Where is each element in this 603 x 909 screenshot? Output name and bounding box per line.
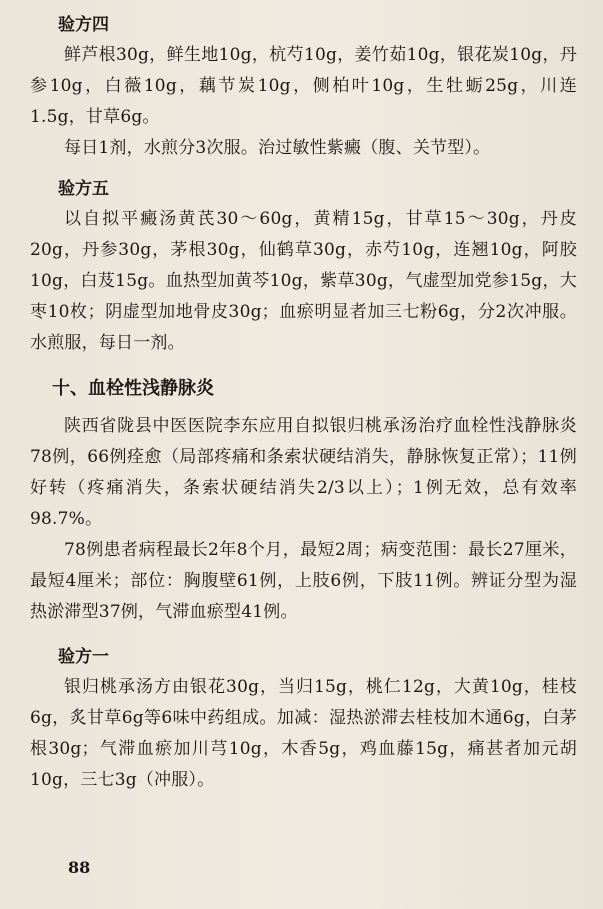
paragraph-yanfang-5: 以自拟平癜汤黄芪30～60g，黄精15g，甘草15～30g，丹皮20g，丹参30g，茅根30g，仙鹤草30g，赤芍10g，连翘10g，阿胶10g，白芨15g。血热型加黄芩10g，紫草30g，气虚型加党参15g，大枣10枚；阴虚型加地骨皮30g；血瘀明显者加三七粉6g，分2次冲服。水煎服，每日一剂。 <box>30 209 577 353</box>
paragraph-study-summary: 陕西省陇县中医医院李东应用自拟银归桃承汤治疗血栓性浅静脉炎78例，66例痊愈（局部疼痛和条索状硬结消失，静脉恢复正常）；11例好转（疼痛消失，条索状硬结消失2/3以上）；1例无效，总有效率98.7%。 <box>30 416 577 529</box>
heading-yanfang-5: 验方五 <box>58 179 109 199</box>
heading-yanfang-4: 验方四 <box>58 15 109 35</box>
paragraph-yanfang-1: 银归桃承汤方由银花30g，当归15g，桃仁12g，大黄10g，桂枝6g，炙甘草6g等6味中药组成。加减：湿热淤滞去桂枝加木通6g，白茅根30g；气滞血瘀加川芎10g，木香5g，鸡血藤15g，痛甚者加元胡10g，三七3g（冲服）。 <box>30 677 577 790</box>
section-title-thrombophlebitis: 十、血栓性浅静脉炎 <box>52 378 214 399</box>
page-number: 88 <box>68 858 91 877</box>
paragraph-yanfang-4-usage: 每日1剂，水煎分3次服。治过敏性紫癜（腹、关节型）。 <box>64 138 491 158</box>
heading-yanfang-1: 验方一 <box>58 647 109 667</box>
paragraph-yanfang-4-ingredients: 鲜芦根30g，鲜生地10g，杭芍10g，姜竹茹10g，银花炭10g，丹参10g，白薇10g，藕节炭10g，侧柏叶10g，生牡蛎25g，川连1.5g，甘草6g。 <box>30 45 577 127</box>
paragraph-patient-stats: 78例患者病程最长2年8个月，最短2周；病变范围：最长27厘米，最短4厘米；部位：胸腹壁61例，上肢6例，下肢11例。辨证分型为湿热淤滞型37例，气滞血瘀型41例。 <box>30 540 577 622</box>
